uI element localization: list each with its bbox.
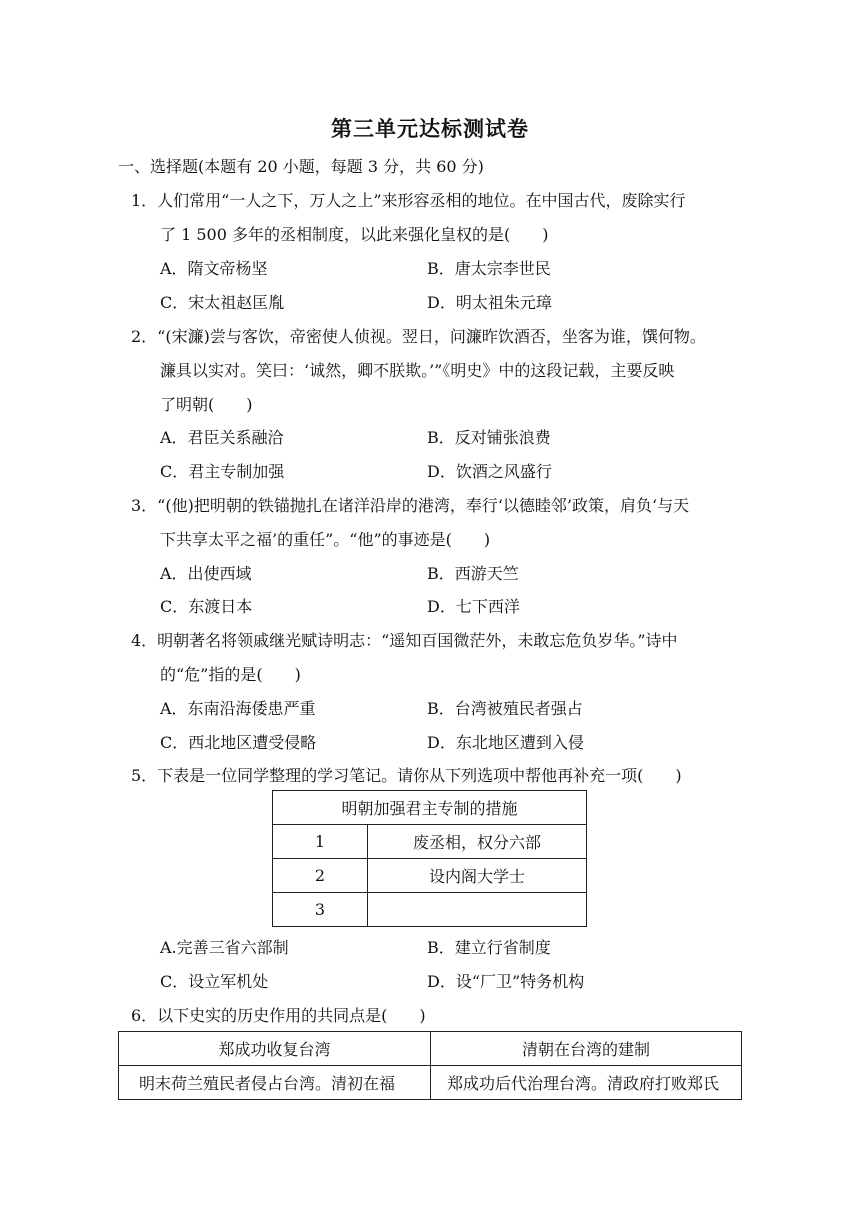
q2-stem-line3: 了明朝( ) <box>160 395 253 414</box>
q1-option-b: B．唐太宗李世民 <box>427 259 551 278</box>
q5-row-measure: 废丞相，权分六部 <box>368 825 587 859</box>
q5-stem-line1: 5．下表是一位同学整理的学习笔记。请你从下列选项中帮他再补充一项( ) <box>131 766 682 785</box>
q4-stem-line1: 4．明朝著名将领戚继光赋诗明志：“遥知百国微茫外，未敢忘危负岁华。”诗中 <box>131 631 678 650</box>
q5-row-number: 1 <box>273 825 368 859</box>
q6-header-left: 郑成功收复台湾 <box>119 1032 431 1066</box>
q5-option-d: D．设“厂卫”特务机构 <box>427 972 585 991</box>
q4-option-b: B．台湾被殖民者强占 <box>427 699 583 718</box>
q6-comparison-table <box>118 1031 742 1100</box>
page-title: 第三单元达标测试卷 <box>331 117 529 141</box>
q1-stem-line1: 1．人们常用“一人之下，万人之上”来形容丞相的地位。在中国古代，废除实行 <box>131 191 686 210</box>
q5-option-c: C．设立军机处 <box>160 972 269 991</box>
q5-row-measure: 设内阁大学士 <box>368 859 587 893</box>
q6-header-right: 清朝在台湾的建制 <box>431 1032 742 1066</box>
q4-option-c: C．西北地区遭受侵略 <box>160 733 317 752</box>
q2-option-a: A．君臣关系融洽 <box>160 428 284 447</box>
q2-option-d: D．饮酒之风盛行 <box>427 462 552 481</box>
q5-row-measure-blank <box>368 893 587 927</box>
table-row <box>273 859 587 893</box>
q5-option-a: A.完善三省六部制 <box>160 938 289 957</box>
q1-option-c: C．宋太祖赵匡胤 <box>160 293 285 312</box>
table-row <box>273 893 587 927</box>
q5-row-number: 2 <box>273 859 368 893</box>
q2-option-c: C．君主专制加强 <box>160 462 285 481</box>
q3-stem-line1: 3．“(他)把明朝的铁锚抛扎在诸洋沿岸的港湾，奉行‘以德睦邻’政策，肩负‘与天 <box>131 496 690 515</box>
table-row <box>119 1066 742 1100</box>
q2-option-b: B．反对铺张浪费 <box>427 428 551 447</box>
q1-option-a: A．隋文帝杨坚 <box>160 259 268 278</box>
q3-option-c: C．东渡日本 <box>160 597 253 616</box>
q6-stem-line1: 6．以下史实的历史作用的共同点是( ) <box>131 1006 426 1025</box>
q3-option-a: A．出使西域 <box>160 564 252 583</box>
q5-option-b: B．建立行省制度 <box>427 938 551 957</box>
q6-cell-left: 明末荷兰殖民者侵占台湾。清初在福 <box>119 1066 431 1100</box>
q3-option-d: D．七下西洋 <box>427 597 520 616</box>
section-heading: 一、选择题(本题有 20 小题，每题 3 分，共 60 分) <box>118 157 484 176</box>
q1-option-d: D．明太祖朱元璋 <box>427 293 552 312</box>
q4-option-a: A．东南沿海倭患严重 <box>160 699 316 718</box>
q5-table-header: 明朝加强君主专制的措施 <box>273 791 587 825</box>
q6-cell-right: 郑成功后代治理台湾。清政府打败郑氏 <box>431 1066 742 1100</box>
q1-stem-line2: 了 1 500 多年的丞相制度，以此来强化皇权的是( ) <box>160 225 549 244</box>
q3-stem-line2: 下共享太平之福’的重任”。“他”的事迹是( ) <box>160 530 491 549</box>
q3-option-b: B．西游天竺 <box>427 564 519 583</box>
q4-option-d: D．东北地区遭到入侵 <box>427 733 584 752</box>
q2-stem-line1: 2．“(宋濂)尝与客饮，帝密使人侦视。翌日，问濂昨饮酒否，坐客为谁，馔何物。 <box>131 327 706 346</box>
q5-row-number: 3 <box>273 893 368 927</box>
q5-notes-table <box>272 790 587 927</box>
q4-stem-line2: 的“危”指的是( ) <box>160 665 301 684</box>
q2-stem-line2: 濂具以实对。笑曰：‘诚然，卿不朕欺。’”《明史》中的这段记载，主要反映 <box>160 361 675 380</box>
table-row <box>273 825 587 859</box>
